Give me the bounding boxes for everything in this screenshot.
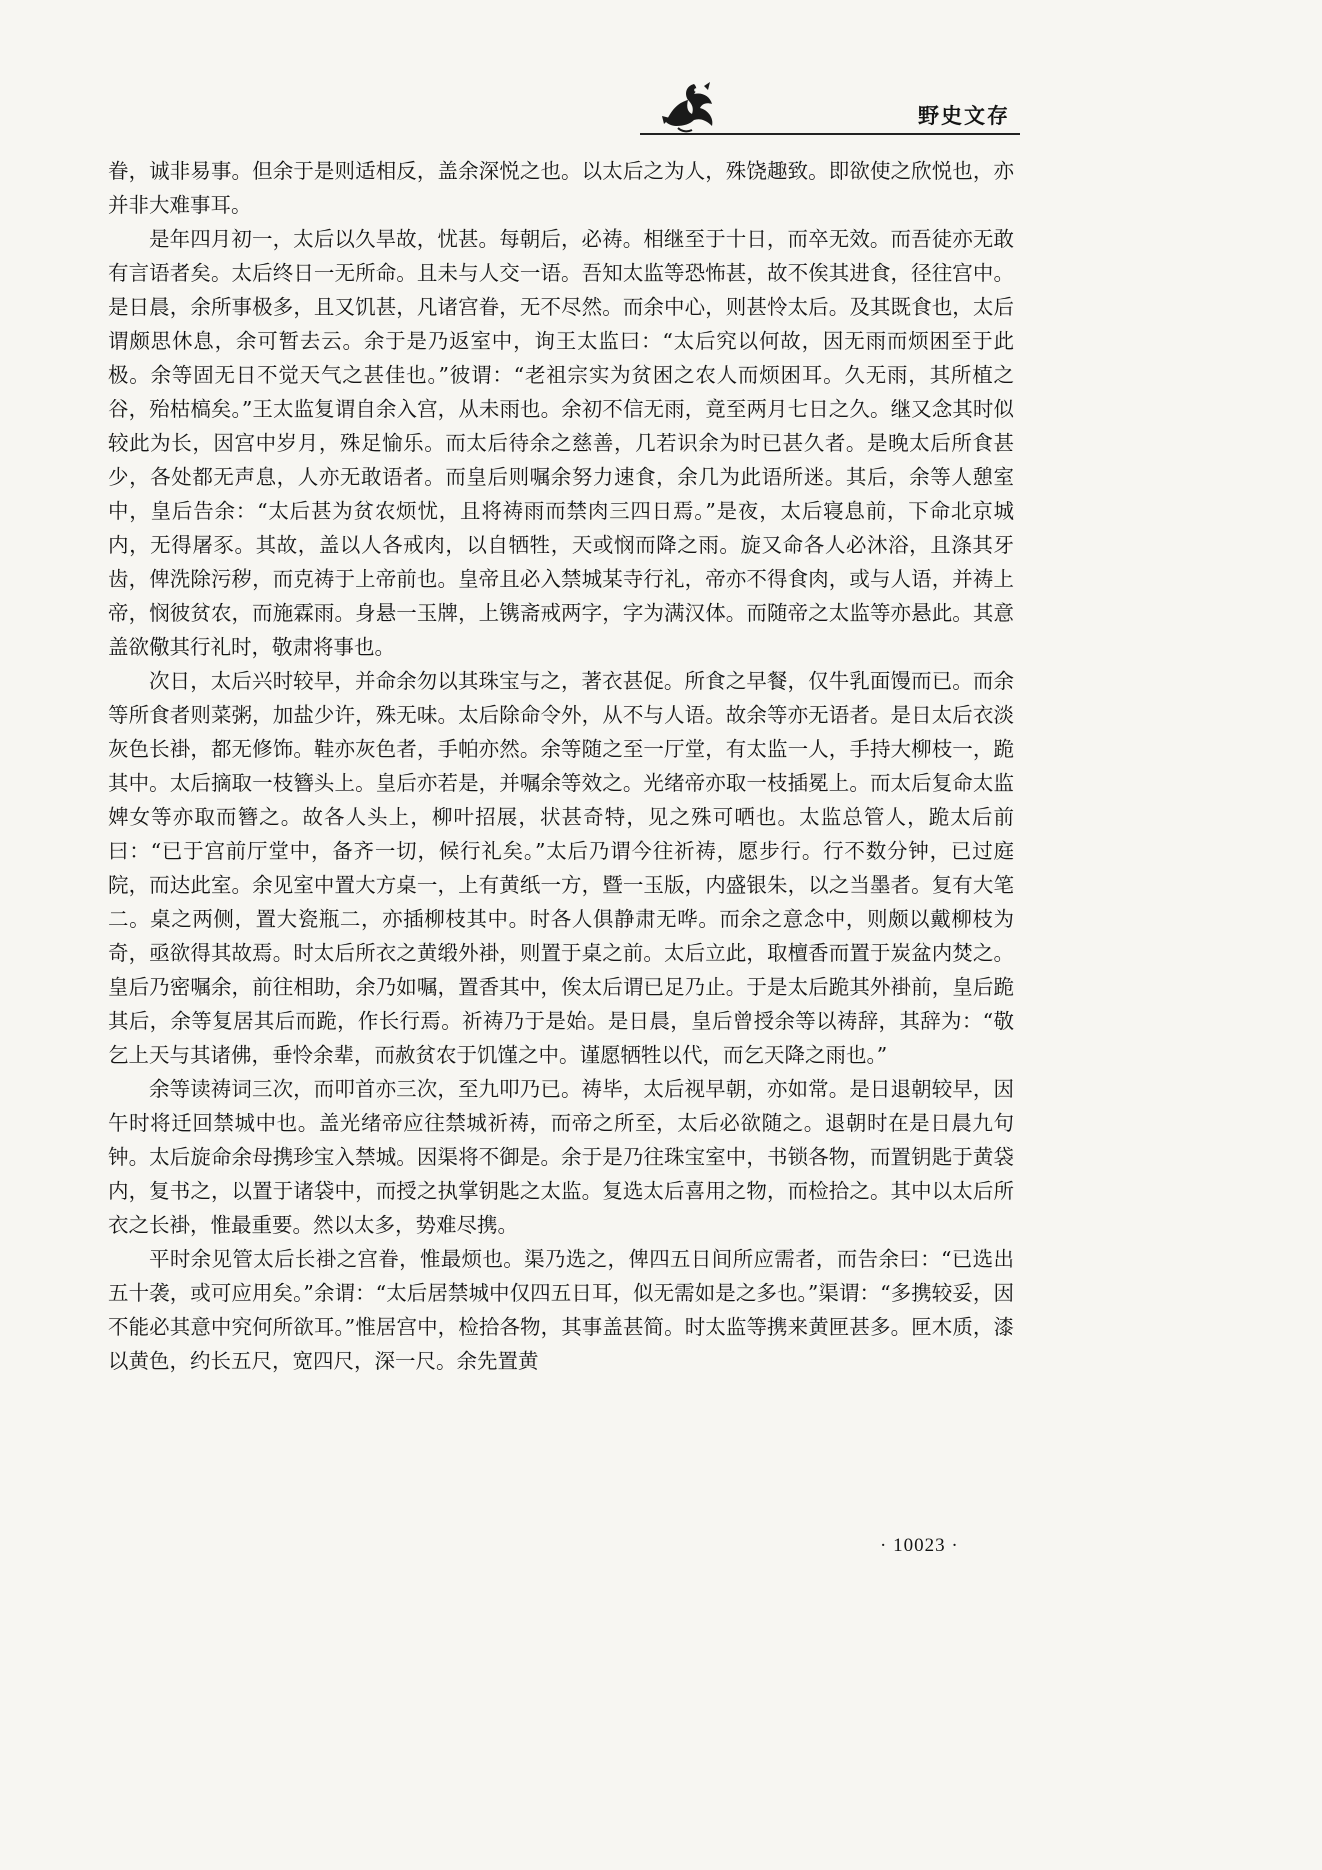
page-number: · 10023 · <box>880 1535 959 1556</box>
paragraph: 是年四月初一，太后以久旱故，忧甚。每朝后，必祷。相继至于十日，而卒无效。而吾徒亦无敢有言语者矣。太后终日一无所命。且未与人交一语。吾知太监等恐怖甚，故不俟其进食，径往宫中。是日晨，余所事极多，且又饥甚，凡诸宫眷，无不尽然。而余中心，则甚怜太后。及其既食也，太后谓颇思休息，余可暂去云。余于是乃返室中，询王太监曰：“太后究以何故，因无雨而烦困至于此极。余等固无日不觉天气之甚佳也。”彼谓：“老祖宗实为贫困之农人而烦困耳。久无雨，其所植之谷，殆枯槁矣。”王太监复谓自余入宫，从未雨也。余初不信无雨，竟至两月七日之久。继又念其时似较此为长，因宫中岁月，殊足愉乐。而太后待余之慈善，几若识余为时已甚久者。是晚太后所食甚少，各处都无声息，人亦无敢语者。而皇后则嘱余努力速食，余几为此语所迷。其后，余等人憩室中，皇后告余：“太后甚为贫农烦忧，且将祷雨而禁肉三四日焉。”是夜，太后寝息前，下命北京城内，无得屠豕。其故，盖以人各戒肉，以自牺牲，天或悯而降之雨。旋又命各人必沐浴，且涤其牙齿，俾洗除污秽，而克祷于上帝前也。皇帝且必入禁城某寺行礼，帝亦不得食肉，或与人语，并祷上帝，悯彼贫农，而施霖雨。身悬一玉牌，上镌斋戒两字，字为满汉体。而随帝之太监等亦悬此。其意盖欲儆其行礼时，敬肃将事也。 <box>108 227 1014 659</box>
running-header <box>0 0 1103 150</box>
paragraph: 余等读祷词三次，而叩首亦三次，至九叩乃已。祷毕，太后视早朝，亦如常。是日退朝较早，因午时将迁回禁城中也。盖光绪帝应往禁城祈祷，而帝之所至，太后必欲随之。退朝时在是日晨九句钟。太后旋命余母携珍宝入禁城。因渠将不御是。余于是乃往珠宝室中，书锁各物，而置钥匙于黄袋内，复书之，以置于诸袋中，而授之执掌钥匙之太监。复选太后喜用之物，而检拾之。其中以太后所衣之长褂，惟最重要。然以太多，势难尽携。 <box>108 1077 1014 1237</box>
body-text <box>108 154 1014 1378</box>
paragraph: 次日，太后兴时较早，并命余勿以其珠宝与之，著衣甚促。所食之早餐，仅牛乳面馒而已。而余等所食者则菜粥，加盐少许，殊无味。太后除命令外，从不与人语。故余等亦无语者。是日太后衣淡灰色长褂，都无修饰。鞋亦灰色者，手帕亦然。余等随之至一厅堂，有太监一人，手持大柳枝一，跪其中。太后摘取一枝簪头上。皇后亦若是，并嘱余等效之。光绪帝亦取一枝插冕上。而太后复命太监婢女等亦取而簪之。故各人头上，柳叶招展，状甚奇特，见之殊可哂也。太监总管人，跪太后前曰：“已于宫前厅堂中，备齐一切，候行礼矣。”太后乃谓今往祈祷，愿步行。行不数分钟，已过庭院，而达此室。余见室中置大方桌一，上有黄纸一方，暨一玉版，内盛银朱，以之当墨者。复有大笔二。桌之两侧，置大瓷瓶二，亦插柳枝其中。时各人俱静肃无哗。而余之意念中，则颇以戴柳枝为奇，亟欲得其故焉。时太后所衣之黄缎外褂，则置于桌之前。太后立此，取檀香而置于炭盆内焚之。皇后乃密嘱余，前往相助，余乃如嘱，置香其中，俟太后谓已足乃止。于是太后跪其外褂前，皇后跪其后，余等复居其后而跪，作长行焉。祈祷乃于是始。是日晨，皇后曾授余等以祷辞，其辞为：“敬乞上天与其诸佛，垂怜余辈，而赦贫农于饥馑之中。谨愿牺牲以代，而乞天降之雨也。” <box>108 669 1014 1067</box>
paragraph: 眷，诚非易事。但余于是则适相反，盖余深悦之也。以太后之为人，殊饶趣致。即欲使之欣悦也，亦并非大难事耳。 <box>108 159 1014 217</box>
header-rule <box>640 133 1020 135</box>
paragraph: 平时余见管太后长褂之宫眷，惟最烦也。渠乃选之，俾四五日间所应需者，而告余曰：“已选出五十袭，或可应用矣。”余谓：“太后居禁城中仅四五日耳，似无需如是之多也。”渠谓：“多携较妥，因不能必其意中究何所欲耳。”惟居宫中，检拾各物，其事盖甚简。时太监等携来黄匣甚多。匣木质，漆以黄色，约长五尺，宽四尺，深一尺。余先置黄 <box>108 1247 1014 1373</box>
header-title: 野史文存 <box>918 104 1010 128</box>
dragon-emblem-icon <box>658 78 720 134</box>
